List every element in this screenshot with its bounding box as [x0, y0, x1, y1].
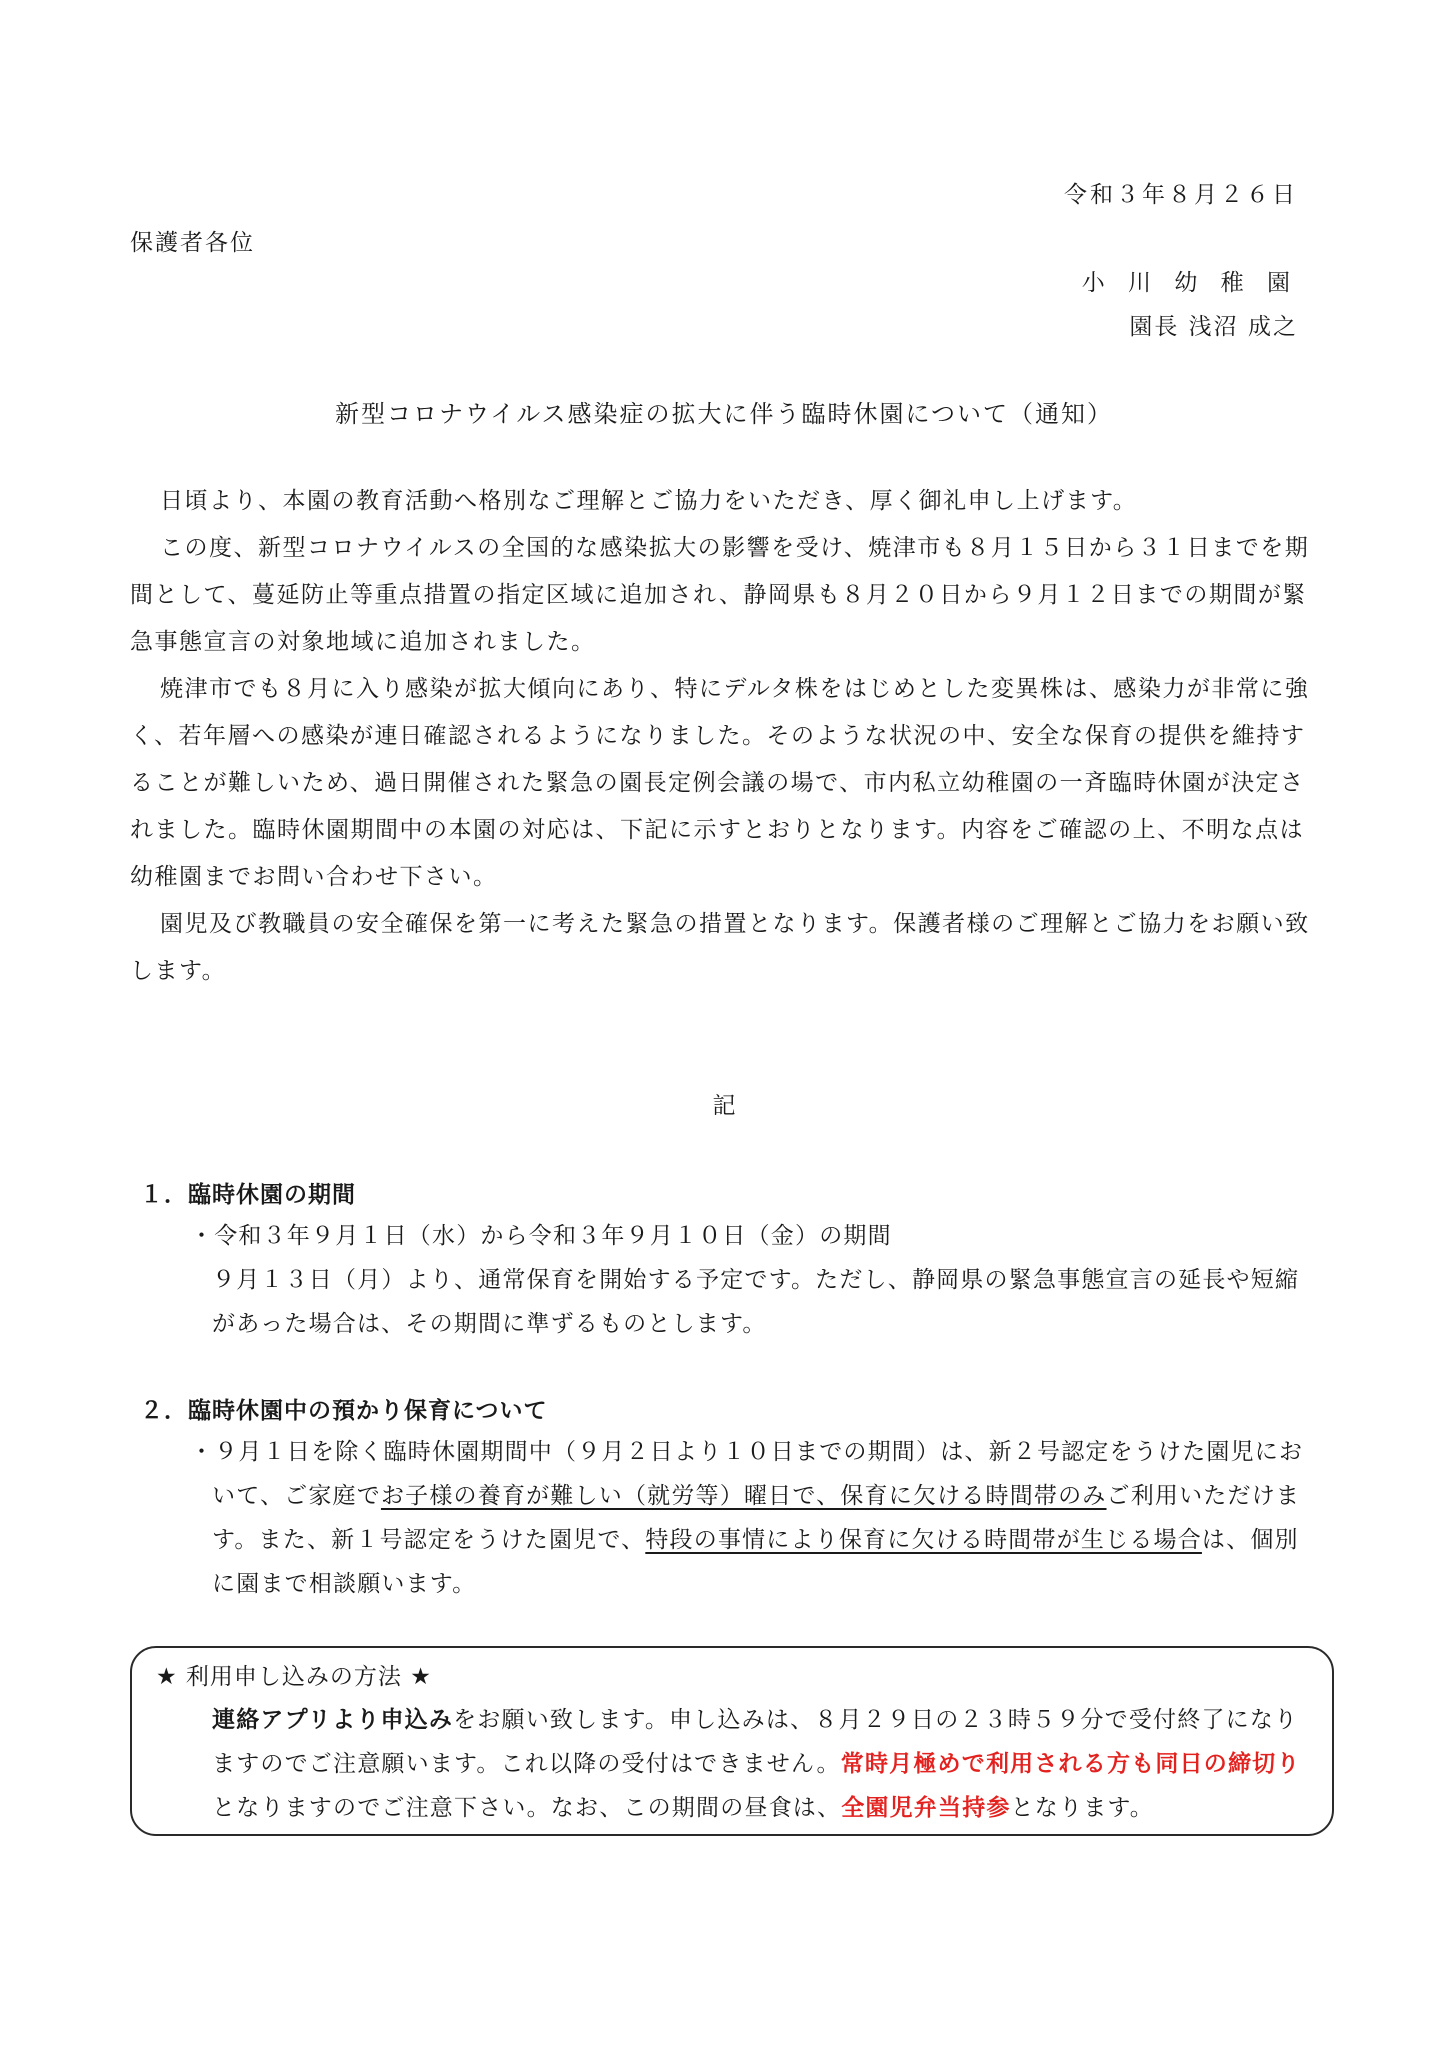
section-1-title: １．臨時休園の期間: [140, 1182, 356, 1208]
paragraph: 日頃より、本園の教育活動へ格別なご理解とご協力をいただき、厚く御礼申し上げます。: [160, 488, 1138, 514]
box-part: となりますのでご注意下さい。なお、この期間の昼食は、: [212, 1795, 842, 1821]
ki-heading: 記: [712, 1093, 736, 1119]
section-2-part: は、個別に園まで相談願います。: [212, 1527, 1299, 1597]
issue-date: 令和３年８月２６日: [1064, 182, 1298, 208]
addressee: 保護者各位: [130, 230, 255, 256]
box-part: となります。: [1010, 1795, 1154, 1821]
box-part: をお願い致します。申し込みは、８月２９日の２３時５９分で受付終了になりますのでご注意願います。これ以降の受付はできません。: [212, 1707, 1299, 1777]
notice-body: [130, 478, 1320, 995]
section-2-part: ご利用いただけます。また、新１号認定をうけた園児で、: [212, 1483, 1301, 1553]
section-2-underline: 特段の事情により保育に欠ける時間帯が生じる場合: [645, 1527, 1202, 1553]
notice-title: 新型コロナウイルス感染症の拡大に伴う臨時休園について（通知）: [334, 400, 1114, 428]
box-title: ★ 利用申し込みの方法 ★: [156, 1664, 432, 1690]
box-text: [212, 1698, 1312, 1830]
section-2-title: ２．臨時休園中の預かり保育について: [140, 1398, 548, 1424]
paragraph: この度、新型コロナウイルスの全国的な感染拡大の影響を受け、焼津市も８月１５日から３１日までを期間として、蔓延防止等重点措置の指定区域に追加され、静岡県も８月２０日から９月１２日までの期間が緊急事態宣言の対象地域に追加されました。: [130, 535, 1310, 655]
section-1-bullet: ・令和３年９月１日（水）から令和３年９月１０日（金）の期間: [190, 1223, 892, 1249]
application-method-box: [130, 1646, 1334, 1836]
box-red-text: 全園児弁当持参: [841, 1795, 1011, 1821]
paragraph: 焼津市でも８月に入り感染が拡大傾向にあり、特にデルタ株をはじめとした変異株は、感染力が非常に強く、若年層への感染が連日確認されるようになりました。そのような状況の中、安全な保育の提供を維持することが難しいため、過日開催された緊急の園長定例会議の場で、市内私立幼稚園の一斉臨時休園が決定されました。臨時休園期間中の本園の対応は、下記に示すとおりとなります。内容をご確認の上、不明な点は幼稚園までお問い合わせ下さい。: [130, 676, 1310, 890]
box-bold-lead: 連絡アプリより申込み: [212, 1707, 454, 1733]
section-2-underline: お子様の養育が難しい（就労等）曜日で、保育に欠ける時間帯のみ: [380, 1483, 1107, 1509]
box-body: [212, 1698, 1312, 1830]
section-2-part: ・９月１日を除く臨時休園期間中（９月２日より１０日までの期間）は、新２号認定をうけた園児において、ご家庭で: [190, 1439, 1304, 1509]
principal-name: 園長 浅沼 成之: [1129, 314, 1298, 340]
section-1-body: [190, 1214, 1315, 1346]
box-red-text: 常時月極めで利用される方も同日の締切り: [840, 1751, 1301, 1777]
school-name: 小 川 幼 稚 園: [1081, 270, 1298, 296]
section-1-note: ９月１３日（月）より、通常保育を開始する予定です。ただし、静岡県の緊急事態宣言の延長や短縮があった場合は、その期間に準ずるものとします。: [212, 1267, 1300, 1337]
section-2-text: [190, 1430, 1315, 1606]
section-2-body: [190, 1430, 1315, 1606]
paragraph: 園児及び教職員の安全確保を第一に考えた緊急の措置となります。保護者様のご理解とご協力をお願い致します。: [130, 911, 1310, 984]
